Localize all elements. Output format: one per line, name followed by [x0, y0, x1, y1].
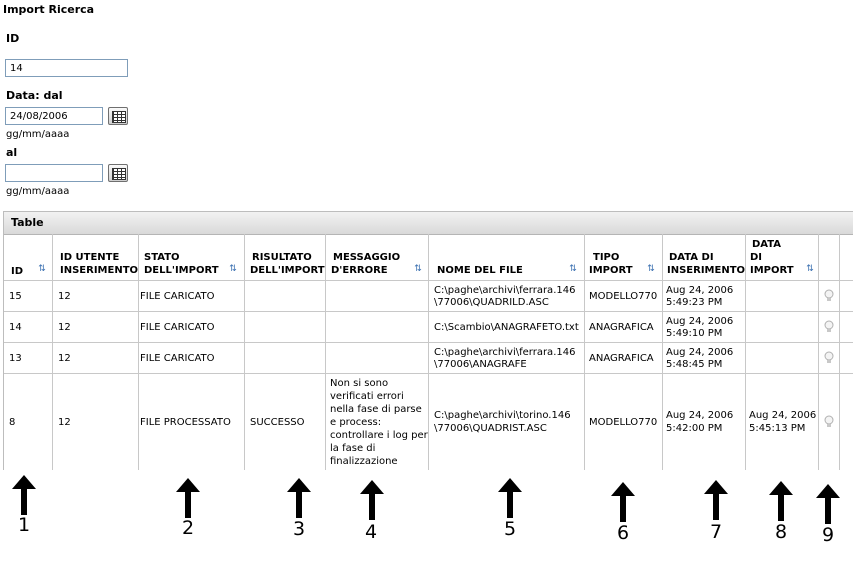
cell-tipo: MODELLO770	[589, 291, 658, 302]
cell-stato: FILE CARICATO	[140, 353, 215, 364]
col-header-messaggio-line2[interactable]: D'ERRORE	[331, 265, 388, 276]
annotation-label: 4	[365, 521, 378, 543]
cell-stato: FILE PROCESSATO	[140, 417, 231, 428]
cell-file: C:\Scambio\ANAGRAFETO.txt	[434, 322, 579, 333]
table-caption	[4, 212, 853, 235]
date-to-input[interactable]	[5, 164, 103, 182]
up-arrow-icon	[704, 480, 728, 520]
date-to-format-hint: gg/mm/aaaa	[6, 186, 70, 197]
sort-arrows-icon[interactable]: ⇅	[806, 264, 814, 274]
date-to-calendar-button[interactable]	[108, 164, 128, 182]
up-arrow-icon	[816, 484, 840, 524]
col-header-data-ins-line2[interactable]: INSERIMENTO	[667, 265, 746, 276]
col-header-id-utente-line1: ID UTENTE	[60, 252, 120, 263]
cell-data-imp-time: 5:45:13 PM	[749, 423, 806, 434]
annotation-label: 7	[710, 521, 723, 543]
col-header-id[interactable]: ID	[11, 266, 24, 277]
cell-file: C:\paghe\archivi\ferrara.146	[434, 347, 576, 358]
col-header-risultato-line2[interactable]: DELL'IMPORT	[250, 265, 325, 276]
col-header-data-imp-line2[interactable]: IMPORT	[750, 265, 794, 276]
calendar-icon	[112, 111, 126, 123]
cell-file-cont: \77006\QUADRILD.ASC	[434, 297, 549, 308]
cell-tipo: MODELLO770	[589, 417, 658, 428]
cell-tipo: ANAGRAFICA	[589, 322, 654, 333]
annotation-label: 9	[822, 524, 835, 546]
results-table	[3, 211, 853, 470]
id-label: ID	[6, 32, 20, 45]
cell-messaggio-line: verificati errori	[330, 391, 404, 402]
col-header-id-utente-line2[interactable]: INSERIMENTO	[60, 265, 139, 276]
sort-arrows-icon[interactable]: ⇅	[647, 264, 655, 274]
cell-data-ins: Aug 24, 2006	[666, 347, 734, 358]
page-title: Import Ricerca	[3, 3, 95, 16]
up-arrow-icon	[498, 478, 522, 518]
cell-file-cont: \77006\ANAGRAFE	[434, 359, 527, 370]
cell-tipo: ANAGRAFICA	[589, 353, 654, 364]
cell-data-ins-time: 5:48:45 PM	[666, 359, 723, 370]
date-from-input[interactable]	[5, 107, 103, 125]
annotation-label: 8	[775, 521, 788, 543]
up-arrow-icon	[12, 475, 36, 515]
cell-user: 12	[58, 417, 71, 428]
col-header-stato-line1: STATO	[144, 252, 180, 263]
cell-user: 12	[58, 322, 71, 333]
sort-arrows-icon[interactable]: ⇅	[414, 264, 422, 274]
up-arrow-icon	[287, 478, 311, 518]
cell-messaggio-line: controllare i log per	[330, 430, 428, 441]
col-header-stato-line2[interactable]: DELL'IMPORT	[144, 265, 219, 276]
col-header-nome-file[interactable]: NOME DEL FILE	[437, 265, 523, 276]
lightbulb-icon[interactable]	[824, 289, 834, 303]
lightbulb-icon[interactable]	[824, 351, 834, 365]
cell-user: 12	[58, 291, 71, 302]
col-header-data-imp-line0: DATA	[752, 239, 782, 250]
col-header-risultato-line1: RISULTATO	[252, 252, 312, 263]
cell-data-ins-time: 5:42:00 PM	[666, 423, 723, 434]
date-to-label: al	[6, 146, 18, 159]
lightbulb-icon[interactable]	[824, 320, 834, 334]
date-from-calendar-button[interactable]	[108, 107, 128, 125]
sort-arrows-icon[interactable]: ⇅	[229, 264, 237, 274]
cell-id: 8	[9, 417, 16, 428]
lightbulb-icon[interactable]	[824, 415, 834, 429]
cell-file: C:\paghe\archivi\ferrara.146	[434, 285, 576, 296]
col-header-data-ins-line1: DATA DI	[669, 252, 714, 263]
col-header-tipo-line2[interactable]: IMPORT	[589, 265, 633, 276]
date-from-label: Data: dal	[6, 89, 63, 102]
annotation-label: 3	[293, 518, 306, 540]
up-arrow-icon	[611, 482, 635, 522]
cell-file-cont: \77006\QUADRIST.ASC	[434, 423, 547, 434]
col-header-data-imp-line1: DI	[750, 252, 763, 263]
cell-id: 15	[9, 291, 22, 302]
col-header-messaggio-line1: MESSAGGIO	[333, 252, 401, 263]
annotation-label: 2	[182, 517, 195, 539]
cell-data-imp: Aug 24, 2006	[749, 410, 817, 421]
sort-arrows-icon[interactable]: ⇅	[569, 264, 577, 274]
cell-id: 13	[9, 353, 22, 364]
annotation-label: 1	[18, 514, 31, 536]
id-input[interactable]	[5, 59, 128, 77]
calendar-icon	[112, 168, 126, 180]
sort-arrows-icon[interactable]: ⇅	[38, 264, 46, 274]
cell-stato: FILE CARICATO	[140, 322, 215, 333]
cell-user: 12	[58, 353, 71, 364]
cell-messaggio-line: nella fase di parse	[330, 404, 422, 415]
cell-data-ins: Aug 24, 2006	[666, 410, 734, 421]
up-arrow-icon	[360, 480, 384, 520]
cell-data-ins-time: 5:49:10 PM	[666, 328, 723, 339]
cell-risultato: SUCCESSO	[250, 417, 305, 428]
up-arrow-icon	[176, 478, 200, 518]
cell-messaggio-line: la fase di	[330, 443, 376, 454]
up-arrow-icon	[769, 481, 793, 521]
cell-messaggio-line: Non si sono	[330, 378, 389, 389]
annotation-label: 6	[617, 522, 630, 544]
cell-file: C:\paghe\archivi\torino.146	[434, 410, 571, 421]
cell-stato: FILE CARICATO	[140, 291, 215, 302]
cell-messaggio-line: finalizzazione	[330, 456, 398, 467]
table-caption-label: Table	[11, 216, 44, 229]
cell-messaggio-line: e process:	[330, 417, 382, 428]
annotation-label: 5	[504, 518, 517, 540]
date-from-format-hint: gg/mm/aaaa	[6, 129, 70, 140]
cell-data-ins: Aug 24, 2006	[666, 316, 734, 327]
cell-data-ins-time: 5:49:23 PM	[666, 297, 723, 308]
col-header-tipo-line1: TIPO	[593, 252, 620, 263]
cell-id: 14	[9, 322, 22, 333]
cell-data-ins: Aug 24, 2006	[666, 285, 734, 296]
